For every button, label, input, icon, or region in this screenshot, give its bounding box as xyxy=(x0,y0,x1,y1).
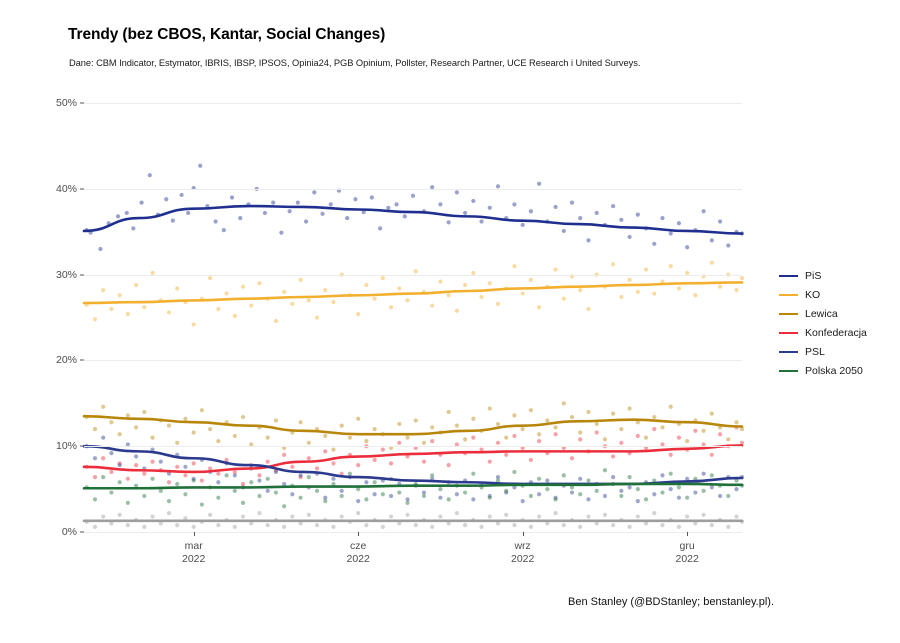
chart-legend xyxy=(779,266,897,380)
legend-swatch-icon xyxy=(779,313,798,315)
legend-item-psl[interactable] xyxy=(779,342,897,361)
trend-line-ko xyxy=(84,282,742,303)
y-axis-tick-label: 0% xyxy=(61,526,77,538)
legend-item-label: KO xyxy=(805,288,821,301)
legend-swatch-icon xyxy=(779,370,798,372)
legend-item-lewica[interactable] xyxy=(779,304,897,323)
x-axis-tick-label: cze 2022 xyxy=(346,540,370,565)
x-axis-tick xyxy=(687,532,688,536)
legend-swatch-icon xyxy=(779,332,798,334)
legend-swatch-icon xyxy=(779,351,798,353)
chart-canvas xyxy=(84,86,742,532)
y-axis-tick xyxy=(80,188,84,189)
legend-swatch-icon xyxy=(779,275,798,277)
chart-subtitle: Dane: CBM Indicator, Estymator, IBRIS, IBSP, IPSOS, Opinia24, PGB Opinium, Pollster, Research Partner, UCE Research i United Surveys. xyxy=(69,58,641,68)
y-gridline xyxy=(84,103,742,104)
y-axis-tick-label: 40% xyxy=(55,182,77,195)
x-axis-tick xyxy=(194,532,195,536)
legend-item-label: PiS xyxy=(805,269,822,282)
legend-item-polska-2050[interactable] xyxy=(779,361,897,380)
legend-item-label: Konfederacja xyxy=(805,326,867,339)
page-title: Trendy (bez CBOS, Kantar, Social Changes) xyxy=(68,26,386,43)
legend-item-konfederacja[interactable] xyxy=(779,323,897,342)
x-axis-tick-label: wrz 2022 xyxy=(510,540,535,565)
legend-item-pis[interactable] xyxy=(779,266,897,285)
chart-caption: Ben Stanley (@BDStanley; benstanley.pl). xyxy=(568,596,775,608)
y-axis-tick xyxy=(80,446,84,447)
trend-line-pis xyxy=(84,206,742,233)
plot-area xyxy=(55,86,742,565)
legend-item-label: PSL xyxy=(805,345,825,358)
y-gridline xyxy=(84,360,742,361)
y-gridline xyxy=(84,189,742,190)
legend-item-ko[interactable] xyxy=(779,285,897,304)
y-axis-tick xyxy=(80,360,84,361)
legend-item-label: Polska 2050 xyxy=(805,364,863,377)
scatter-points-lewica xyxy=(85,401,744,452)
x-axis-tick-label: mar 2022 xyxy=(181,540,206,565)
y-axis-tick-label: 20% xyxy=(55,354,77,367)
y-axis-tick xyxy=(80,532,84,533)
y-gridline xyxy=(84,446,742,447)
y-axis-tick xyxy=(80,103,84,104)
y-axis-tick-label: 10% xyxy=(55,440,77,453)
trend-line-lewica xyxy=(84,416,742,434)
trend-line-polska-2050 xyxy=(84,484,742,488)
y-gridline xyxy=(84,275,742,276)
x-axis-tick xyxy=(523,532,524,536)
y-axis-tick-label: 30% xyxy=(55,268,77,281)
x-axis-tick xyxy=(358,532,359,536)
y-axis-tick xyxy=(80,274,84,275)
y-axis-tick-label: 50% xyxy=(55,97,77,110)
y-gridline xyxy=(84,532,742,533)
scatter-points-pis xyxy=(85,164,744,251)
x-axis-tick-label: gru 2022 xyxy=(675,540,699,565)
legend-swatch-icon xyxy=(779,294,798,296)
legend-item-label: Lewica xyxy=(805,307,838,320)
